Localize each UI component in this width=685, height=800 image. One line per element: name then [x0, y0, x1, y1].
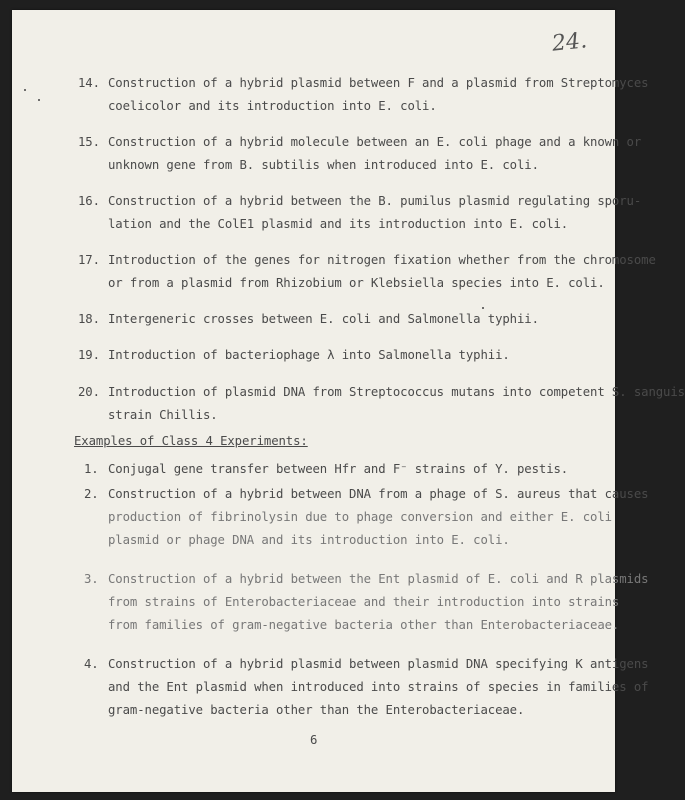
- item-line: and the Ent plasmid when introduced into strains of species in families of: [108, 680, 649, 694]
- item-line: Introduction of the genes for nitrogen fixation whether from the chromosome: [108, 253, 656, 267]
- item-line: Intergeneric crosses between E. coli and Salmonella typhii.: [108, 312, 539, 326]
- item-number: 1.: [84, 462, 99, 476]
- item-line: lation and the ColE1 plasmid and its introduction into E. coli.: [108, 217, 569, 231]
- item-line: from strains of Enterobacteriaceae and their introduction into strains: [108, 595, 620, 609]
- item-number: 14.: [78, 76, 100, 90]
- margin-dot: [38, 99, 40, 101]
- item-line: Construction of a hybrid plasmid between plasmid DNA specifying K antigens: [108, 657, 649, 671]
- item-line: from families of gram-negative bacteria other than Enterobacteriaceae.: [108, 618, 620, 632]
- item-line: Introduction of bacteriophage λ into Salmonella typhii.: [108, 348, 510, 362]
- item-line: Construction of a hybrid plasmid between F and a plasmid from Streptomyces: [108, 76, 649, 90]
- item-line: plasmid or phage DNA and its introduction into E. coli.: [108, 533, 510, 547]
- item-line: gram-negative bacteria other than the Enterobacteriaceae.: [108, 703, 525, 717]
- item-number: 15.: [78, 135, 100, 149]
- handwritten-page-number: 24.: [550, 28, 589, 57]
- section-heading: Examples of Class 4 Experiments:: [74, 434, 308, 448]
- item-number: 17.: [78, 253, 100, 267]
- item-number: 18.: [78, 312, 100, 326]
- item-line: Construction of a hybrid between the Ent plasmid of E. coli and R plasmids: [108, 572, 649, 586]
- item-line: coelicolor and its introduction into E. coli.: [108, 99, 437, 113]
- item-line: or from a plasmid from Rhizobium or Klebsiella species into E. coli.: [108, 276, 605, 290]
- item-line: unknown gene from B. subtilis when introduced into E. coli.: [108, 158, 539, 172]
- item-line: Construction of a hybrid molecule between an E. coli phage and a known or: [108, 135, 642, 149]
- item-line: Construction of a hybrid between DNA from a phage of S. aureus that causes: [108, 487, 649, 501]
- item-number: 3.: [84, 572, 99, 586]
- document-page: [12, 10, 685, 792]
- item-number: 16.: [78, 194, 100, 208]
- margin-dot: [24, 89, 26, 91]
- item-number: 19.: [78, 348, 100, 362]
- item-line: Introduction of plasmid DNA from Streptococcus mutans into competent S. sanguis: [108, 385, 685, 399]
- footer-page-number: 6: [310, 733, 318, 747]
- item-line: production of fibrinolysin due to phage conversion and either E. coli: [108, 510, 612, 524]
- item-line: Conjugal gene transfer between Hfr and F⁻ strains of Y. pestis.: [108, 462, 569, 476]
- item-line: strain Chillis.: [108, 408, 218, 422]
- item-number: 2.: [84, 487, 99, 501]
- item-number: 4.: [84, 657, 99, 671]
- item-line: Construction of a hybrid between the B. pumilus plasmid regulating sporu-: [108, 194, 642, 208]
- item-number: 20.: [78, 385, 100, 399]
